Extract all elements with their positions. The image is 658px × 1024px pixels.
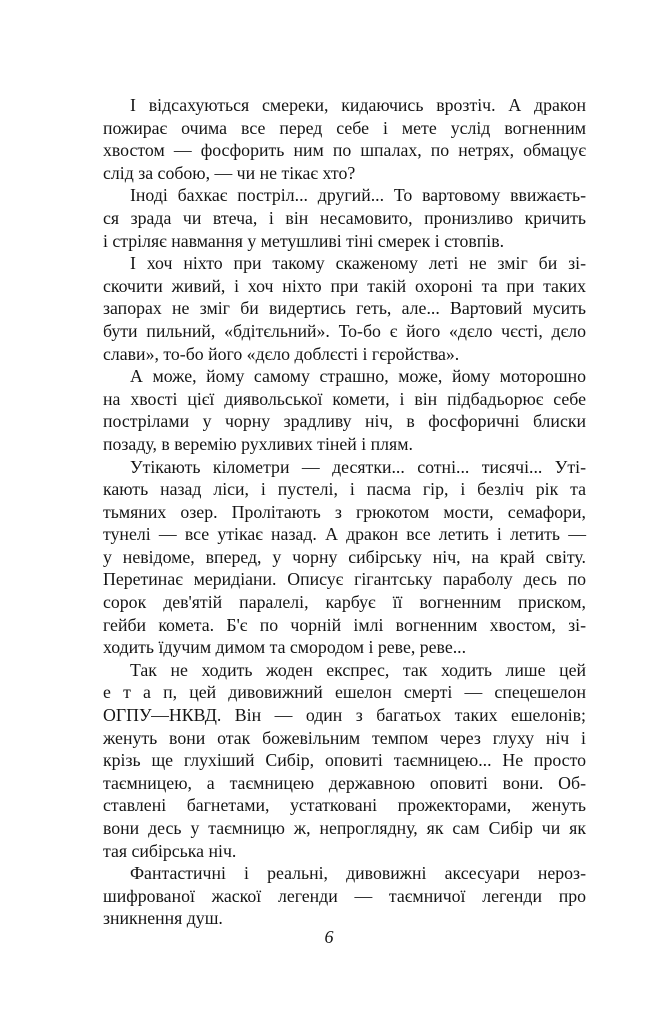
text-line: слави», то-бо його «дєло доблєсті і гєройства».	[103, 343, 460, 364]
text-line: пожирає очима все перед себе і мете услід вогненним	[103, 117, 586, 138]
text-line: у невідоме, вперед, у чорну сибірську ніч, на край світу.	[103, 546, 586, 567]
text-line: І відсахуються смереки, кидаючись врозтіч. А дракон	[130, 95, 586, 115]
text-line: сорок дев'ятій паралелі, карбує її вогненним приском,	[103, 592, 586, 613]
text-line: хвостом — фосфорить ним по шпалах, по нетрях, обмацує	[103, 140, 586, 161]
page-number: 6	[324, 927, 334, 947]
text-line: Перетинає меридіани. Описує гігантську параболу десь по	[103, 569, 586, 590]
text-line: тунелі — все утікає назад. А дракон все летить і летить —	[103, 524, 586, 545]
text-line: запорах не зміг би видертись геть, але... Вартовий мусить	[103, 298, 586, 319]
text-line: Утікають кілометри — десятки... сотні... тисячі... Уті-	[130, 456, 586, 477]
text-line: Фантастичні і реальні, дивовижні аксесуари нероз-	[130, 863, 586, 884]
page-body	[103, 94, 586, 930]
text-line: на хвості цієї диявольської комети, і він підбадьорює себе	[103, 388, 586, 409]
text-line: кають назад ліси, і пустелі, і пасма гір, і безліч рік та	[103, 479, 586, 500]
text-line: женуть вони отак божевільним темпом через глуху ніч і	[103, 727, 586, 748]
text-line: пострілами у чорну зрадливу ніч, в фосфоричні блиски	[103, 411, 586, 432]
paragraph	[103, 184, 586, 252]
text-line: А може, йому самому страшно, може, йому моторошно	[130, 366, 586, 387]
text-line: ходить їдучим димом та смородом і реве, реве...	[103, 637, 467, 658]
text-line: вони десь у таємницю ж, непроглядну, як сам Сибір чи як	[103, 818, 586, 838]
text-line: бути пильний, «бдітєльний». То-бо є його «дєло чєсті, дєло	[103, 320, 586, 341]
text-line: Іноді бахкає постріл... другий... То вартовому ввижаєть-	[130, 185, 586, 206]
text-line: слід за собою, — чи не тікає хто?	[103, 162, 356, 183]
text-line: шифрованої жаскої легенди — таємничої легенди про	[103, 885, 586, 906]
text-line: І хоч ніхто при такому скаженому леті не зміг би зі-	[130, 253, 586, 274]
paragraph	[103, 456, 586, 659]
paragraph	[103, 252, 586, 365]
text-line: зникнення душ.	[103, 908, 223, 929]
text-line: таємницею, а таємницею державною оповиті вони. Об-	[103, 772, 586, 793]
text-line: ставлені багнетами, устатковані прожекторами, женуть	[103, 795, 586, 816]
text-line: Так не ходить жоден експрес, так ходить лише цей	[130, 659, 586, 680]
paragraph	[103, 365, 586, 455]
text-line: крізь ще глухіший Сибір, оповиті таємницею... Не просто	[103, 750, 586, 771]
text-line: скочити живий, і хоч ніхто при такій охороні та при таких	[103, 275, 586, 296]
paragraph	[103, 94, 586, 184]
paragraph	[103, 862, 586, 930]
text-line: ОГПУ—НКВД. Він — один з багатьох таких ешелонів;	[103, 705, 586, 726]
text-line: тьмяних озер. Пролітають з грюкотом мости, семафори,	[103, 501, 586, 522]
text-line: ся зрада чи втеча, і він несамовито, пронизливо кричить	[103, 207, 586, 228]
text-line: е т а п, цей дивовижний ешелон смерті — спецешелон	[103, 682, 586, 703]
text-line: тая сибірська ніч.	[103, 840, 237, 861]
paragraph	[103, 659, 586, 862]
text-line: і стріляє навмання у метушливі тіні смерек і стовпів.	[103, 230, 505, 251]
text-line: гейби комета. Б'є по чорній імлі вогненним хвостом, зі-	[103, 614, 586, 635]
text-line: позаду, в веремію рухливих тіней і плям.	[103, 433, 413, 454]
